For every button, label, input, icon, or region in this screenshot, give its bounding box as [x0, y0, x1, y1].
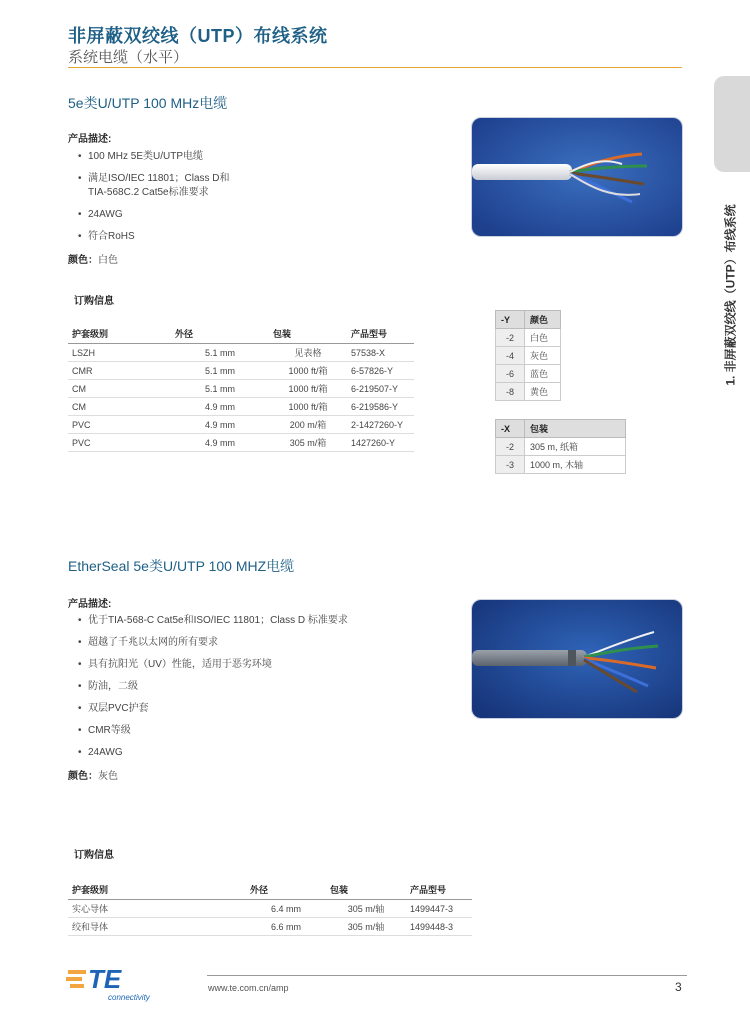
cell: 实心导体 — [68, 900, 246, 918]
section2-title: EtherSeal 5e类U/UTP 100 MHZ电缆 — [68, 558, 295, 574]
cell: 57538-X — [347, 344, 414, 362]
cable-gray-image — [472, 600, 682, 718]
cable-white-image — [472, 118, 682, 236]
cell: 6-219586-Y — [347, 398, 414, 416]
color-label: 颜色： — [68, 771, 98, 782]
table-row — [496, 383, 561, 401]
list-item: • 优于TIA-568-C Cat5e和ISO/IEC 11801；Class D 标准要求 — [78, 614, 458, 628]
cell: CM — [68, 380, 171, 398]
cell: 见表格 — [269, 344, 347, 362]
list-item: • 具有抗阳光（UV）性能，适用于恶劣环境 — [78, 658, 458, 672]
col-header: 护套级别 — [68, 324, 171, 344]
list-item: • 双层PVC护套 — [78, 702, 458, 716]
section2-order-label: 订购信息 — [74, 850, 114, 861]
side-tab — [714, 76, 750, 172]
table-header-row — [68, 324, 414, 344]
logo-tagline: connectivity — [108, 993, 150, 1002]
section1-packaging-code-table — [495, 419, 626, 474]
list-item: • 超越了千兆以太网的所有要求 — [78, 636, 458, 650]
section1-cable-photo — [471, 117, 683, 237]
col-header: -Y — [496, 311, 525, 329]
cell: LSZH — [68, 344, 171, 362]
table-row — [496, 365, 561, 383]
col-header: -X — [496, 420, 525, 438]
table-row — [68, 362, 414, 380]
table-row — [68, 380, 414, 398]
cell: -8 — [496, 383, 525, 401]
list-item: • 24AWG — [78, 746, 458, 760]
table-row — [496, 456, 626, 474]
table-row — [496, 329, 561, 347]
cell: 1499447-3 — [406, 900, 472, 918]
cell: CM — [68, 398, 171, 416]
cell: -3 — [496, 456, 525, 474]
section1-color — [68, 251, 118, 266]
table-header-row — [496, 420, 626, 438]
cell: 305 m/轴 — [326, 900, 406, 918]
cell: 4.9 mm — [171, 434, 269, 452]
cell: 黄色 — [525, 383, 561, 401]
cell: -2 — [496, 329, 525, 347]
cell: PVC — [68, 434, 171, 452]
col-header: 护套级别 — [68, 880, 246, 900]
cell: 1000 ft/箱 — [269, 380, 347, 398]
col-header: 包装 — [525, 420, 626, 438]
section1-desc-label: 产品描述: — [68, 134, 112, 145]
color-value: 灰色 — [98, 771, 118, 782]
section2-order-table — [68, 880, 472, 936]
cell: 白色 — [525, 329, 561, 347]
col-header: 产品型号 — [406, 880, 472, 900]
cell: 305 m, 纸箱 — [525, 438, 626, 456]
cell: 绞和导体 — [68, 918, 246, 936]
col-header: 包装 — [269, 324, 347, 344]
color-label: 颜色： — [68, 255, 98, 266]
col-header: 颜色 — [525, 311, 561, 329]
cell: -2 — [496, 438, 525, 456]
cell: PVC — [68, 416, 171, 434]
list-item: • 24AWG — [78, 208, 378, 222]
page-title: 非屏蔽双绞线（UTP）布线系统 — [68, 26, 328, 46]
cell: 6.6 mm — [246, 918, 326, 936]
table-row — [68, 398, 414, 416]
cell: 6.4 mm — [246, 900, 326, 918]
table-header-row — [68, 880, 472, 900]
table-row — [68, 416, 414, 434]
section1-title: 5e类U/UTP 100 MHz电缆 — [68, 95, 228, 111]
logo-text: TE — [88, 964, 122, 994]
cell: 5.1 mm — [171, 344, 269, 362]
table-header-row — [496, 311, 561, 329]
section1-order-table — [68, 324, 414, 452]
section2-color — [68, 767, 118, 782]
cell: -6 — [496, 365, 525, 383]
te-connectivity-logo — [66, 964, 166, 1004]
table-row — [68, 918, 472, 936]
col-header: 产品型号 — [347, 324, 414, 344]
title-divider — [68, 67, 682, 68]
section1-order-label: 订购信息 — [74, 296, 114, 307]
cell: 6-57826-Y — [347, 362, 414, 380]
cell: 305 m/箱 — [269, 434, 347, 452]
page-number: 3 — [675, 980, 682, 994]
cell: 4.9 mm — [171, 416, 269, 434]
col-header: 外径 — [246, 880, 326, 900]
list-item: • CMR等级 — [78, 724, 458, 738]
table-row — [496, 438, 626, 456]
col-header: 包装 — [326, 880, 406, 900]
te-logo-image — [66, 964, 166, 1004]
list-item: • 100 MHz 5E类U/UTP电缆 — [78, 150, 378, 164]
footer-website-link[interactable]: www.te.com.cn/amp — [208, 983, 289, 993]
list-item: • 满足ISO/IEC 11801；Class D和 — [78, 172, 378, 186]
table-row — [68, 344, 414, 362]
cell: 蓝色 — [525, 365, 561, 383]
list-item: • 防油，二级 — [78, 680, 458, 694]
list-item: • 符合RoHS — [78, 230, 378, 244]
cell: 305 m/轴 — [326, 918, 406, 936]
cell: 5.1 mm — [171, 380, 269, 398]
cell: 1000 ft/箱 — [269, 398, 347, 416]
cell: 5.1 mm — [171, 362, 269, 380]
section2-bullets — [78, 614, 458, 760]
side-chapter-label — [718, 200, 742, 390]
footer-divider — [207, 975, 687, 976]
section1-color-code-table — [495, 310, 561, 401]
cell: 2-1427260-Y — [347, 416, 414, 434]
cell: 1499448-3 — [406, 918, 472, 936]
page-subtitle: 系统电缆（水平） — [68, 49, 189, 66]
cell: 200 m/箱 — [269, 416, 347, 434]
cell: 1000 m, 木轴 — [525, 456, 626, 474]
cell: 1000 ft/箱 — [269, 362, 347, 380]
cell: 灰色 — [525, 347, 561, 365]
section2-desc-label: 产品描述: — [68, 599, 112, 610]
color-value: 白色 — [98, 255, 118, 266]
side-chapter-text: 1. 非屏蔽双绞线（UTP）布线系统 — [723, 204, 738, 386]
col-header: 外径 — [171, 324, 269, 344]
table-row — [68, 900, 472, 918]
cell: 4.9 mm — [171, 398, 269, 416]
cell: 6-219507-Y — [347, 380, 414, 398]
table-row — [496, 347, 561, 365]
cell: -4 — [496, 347, 525, 365]
section1-bullets — [78, 150, 378, 244]
list-item: TIA-568C.2 Cat5e标准要求 — [88, 187, 209, 198]
section2-cable-photo — [471, 599, 683, 719]
cell: CMR — [68, 362, 171, 380]
cell: 1427260-Y — [347, 434, 414, 452]
table-row — [68, 434, 414, 452]
